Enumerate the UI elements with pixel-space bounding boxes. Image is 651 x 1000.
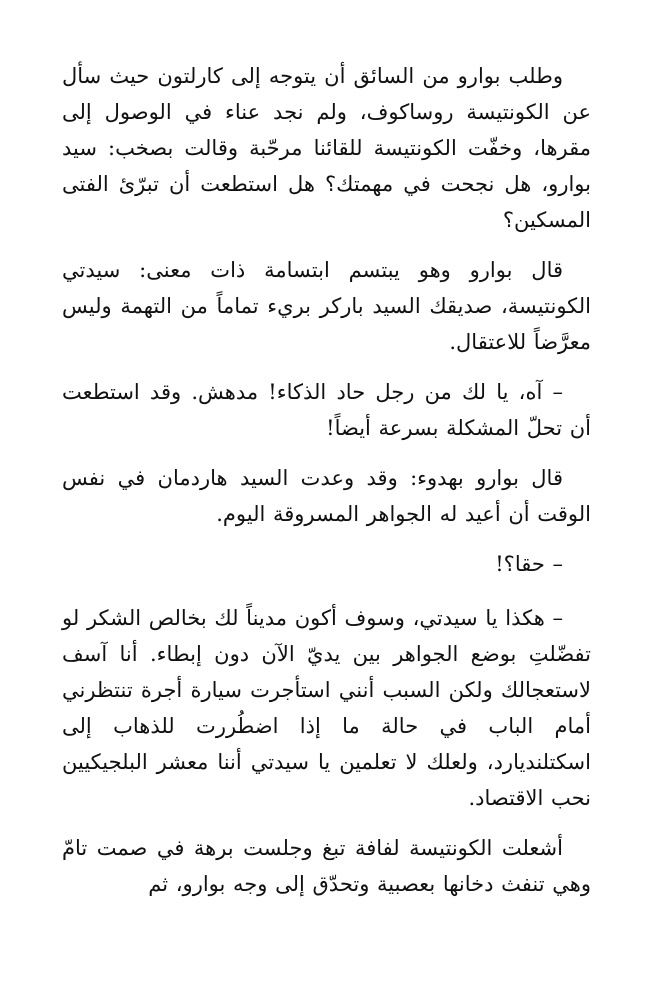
paragraph-2: قال بوارو وهو يبتسم ابتسامة ذات معنى: سيدتي الكونتيسة، صديقك السيد باركر بريء تماماً من التهمة وليس معرَّضاً للاعتقال. — [62, 258, 591, 354]
paragraph-4: قال بوارو بهدوء: وقد وعدت السيد هاردمان في نفس الوقت أن أعيد له الجواهر المسروقة اليوم. — [62, 466, 591, 526]
paragraph-3: – آه، يا لك من رجل حاد الذكاء! مدهش. وقد استطعت أن تحلّ المشكلة بسرعة أيضاً! — [62, 380, 591, 440]
paragraph-5: – حقا؟! — [495, 552, 563, 576]
paragraph-7: أشعلت الكونتيسة لفافة تبغ وجلست برهة في صمت تامّ وهي تنفث دخانها بعصبية وتحدّق إلى وجه بوارو، ثم — [62, 836, 591, 896]
paragraph-6: – هكذا يا سيدتي، وسوف أكون مديناً لك بخالص الشكر لو تفضّلتِ بوضع الجواهر بين يديّ الآن دون إبطاء. أنا آسف لاستعجالك ولكن السبب أنني استأجرت سيارة أجرة تنتظرني أمام الباب في حالة ما إذا اضطُررت للذهاب إلى اسكتلنديارد، ولعلك لا تعلمين يا سيدتي أننا معشر البلجيكيين نحب الاقتصاد. — [62, 606, 591, 810]
paragraph-1: وطلب بوارو من السائق أن يتوجه إلى كارلتون حيث سأل عن الكونتيسة روساكوف، ولم نجد عناء في الوصول إلى مقرها، وخفّت الكونتيسة للقائنا مرحّبة وقالت بصخب: سيد بوارو، هل نجحت في مهمتك؟ هل استطعت أن تبرّئ الفتى المسكين؟ — [62, 64, 591, 232]
